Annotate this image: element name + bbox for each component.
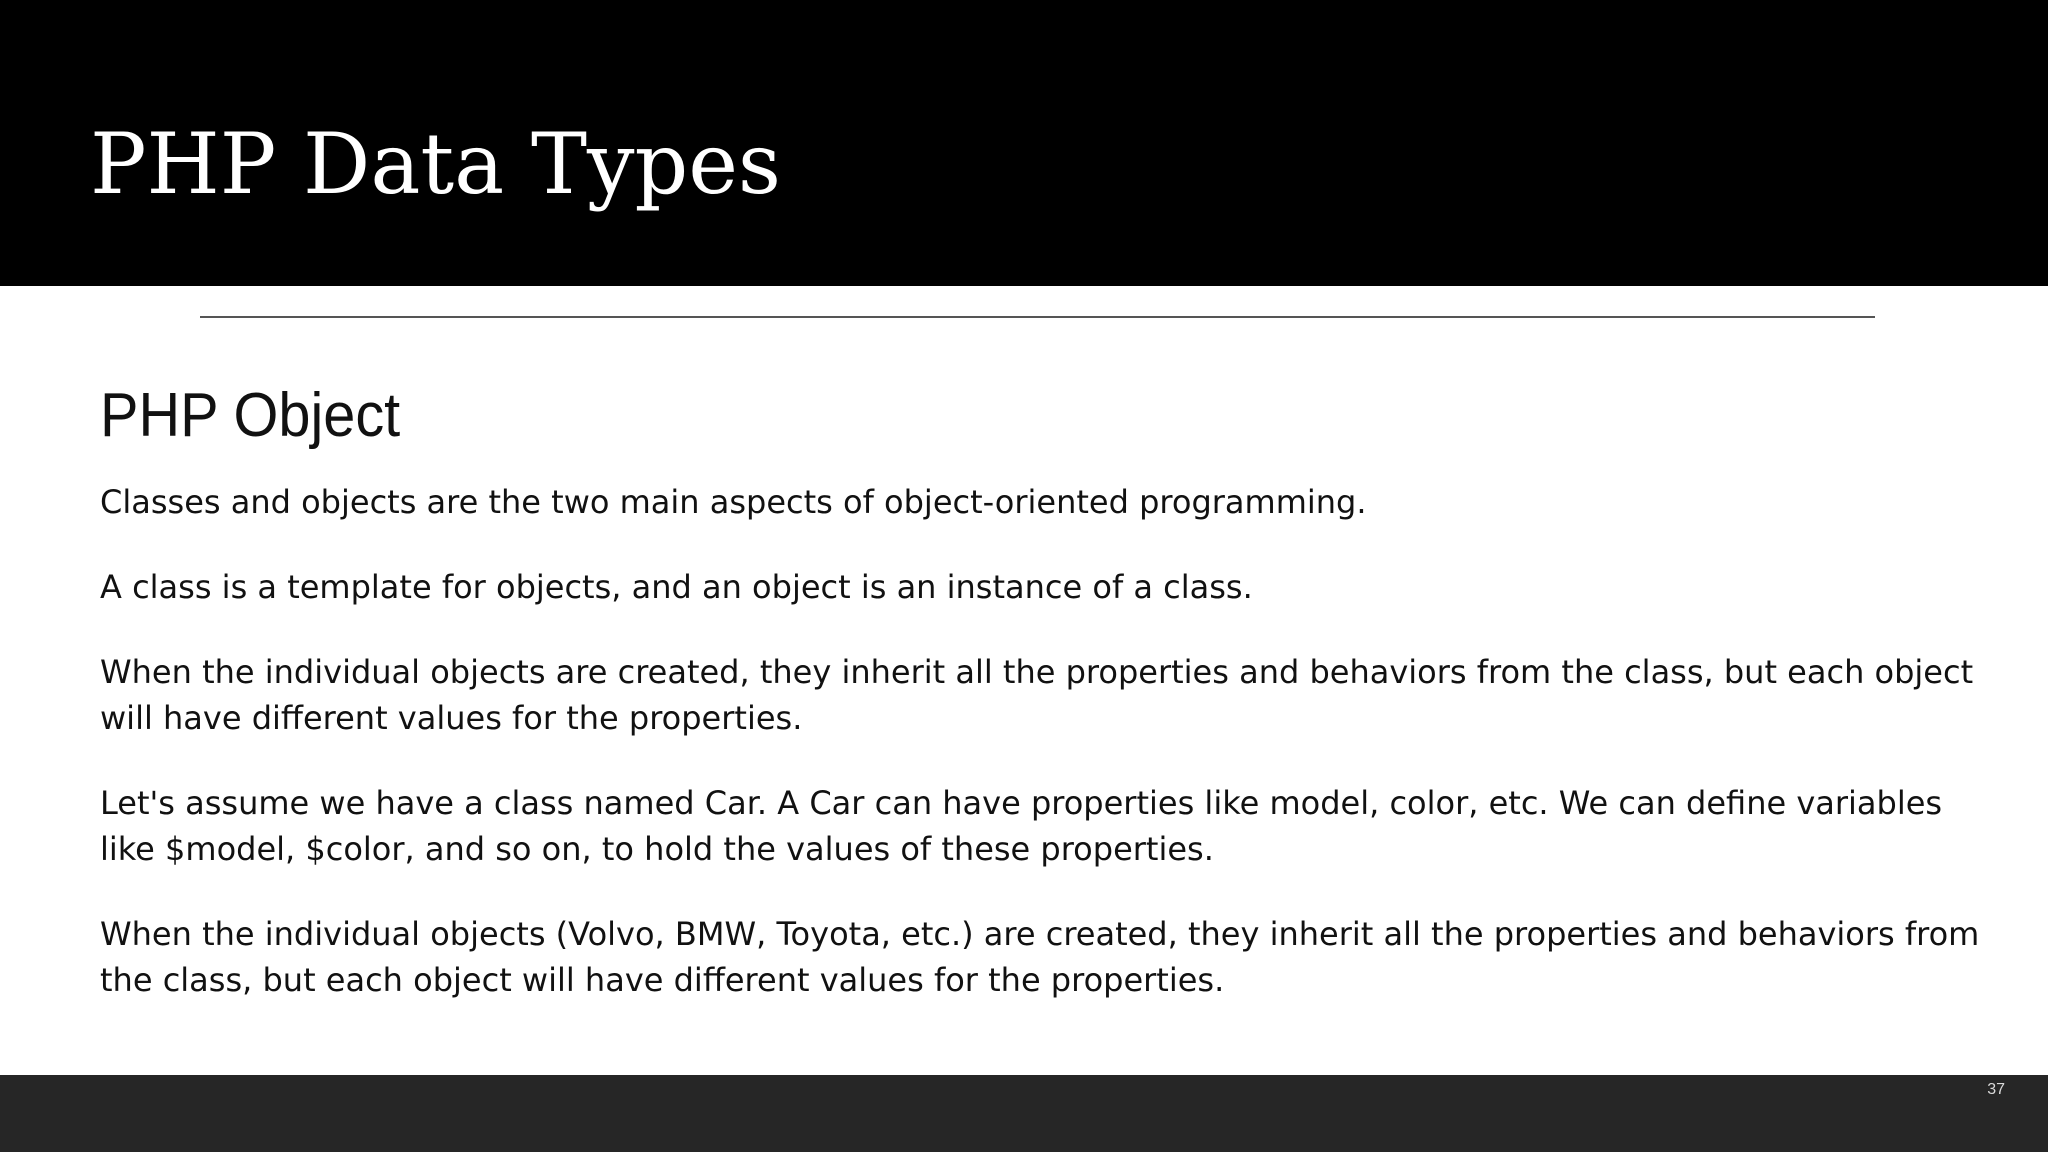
- body-paragraph: A class is a template for objects, and an object is an instance of a class.: [100, 568, 1253, 607]
- page-number: 37: [1987, 1081, 2005, 1098]
- body-paragraph: When the individual objects (Volvo, BMW, Toyota, etc.) are created, they inherit all the properties and behaviors from the class, but each object will have different values for the properties.: [100, 915, 1980, 1000]
- body-paragraph: Classes and objects are the two main aspects of object-oriented programming.: [100, 483, 1367, 522]
- footer-band: [0, 1075, 2048, 1152]
- body-paragraph: When the individual objects are created, they inherit all the properties and behaviors from the class, but each object will have different values for the properties.: [100, 653, 1974, 738]
- section-heading: PHP Object: [100, 381, 401, 450]
- body-paragraph: Let's assume we have a class named Car. A Car can have properties like model, color, etc. We can define variables like $model, $color, and so on, to hold the values of these properties.: [100, 784, 1943, 869]
- slide-body: [100, 380, 2000, 1042]
- divider-line: [200, 316, 1875, 318]
- slide-title: PHP Data Types: [90, 115, 782, 213]
